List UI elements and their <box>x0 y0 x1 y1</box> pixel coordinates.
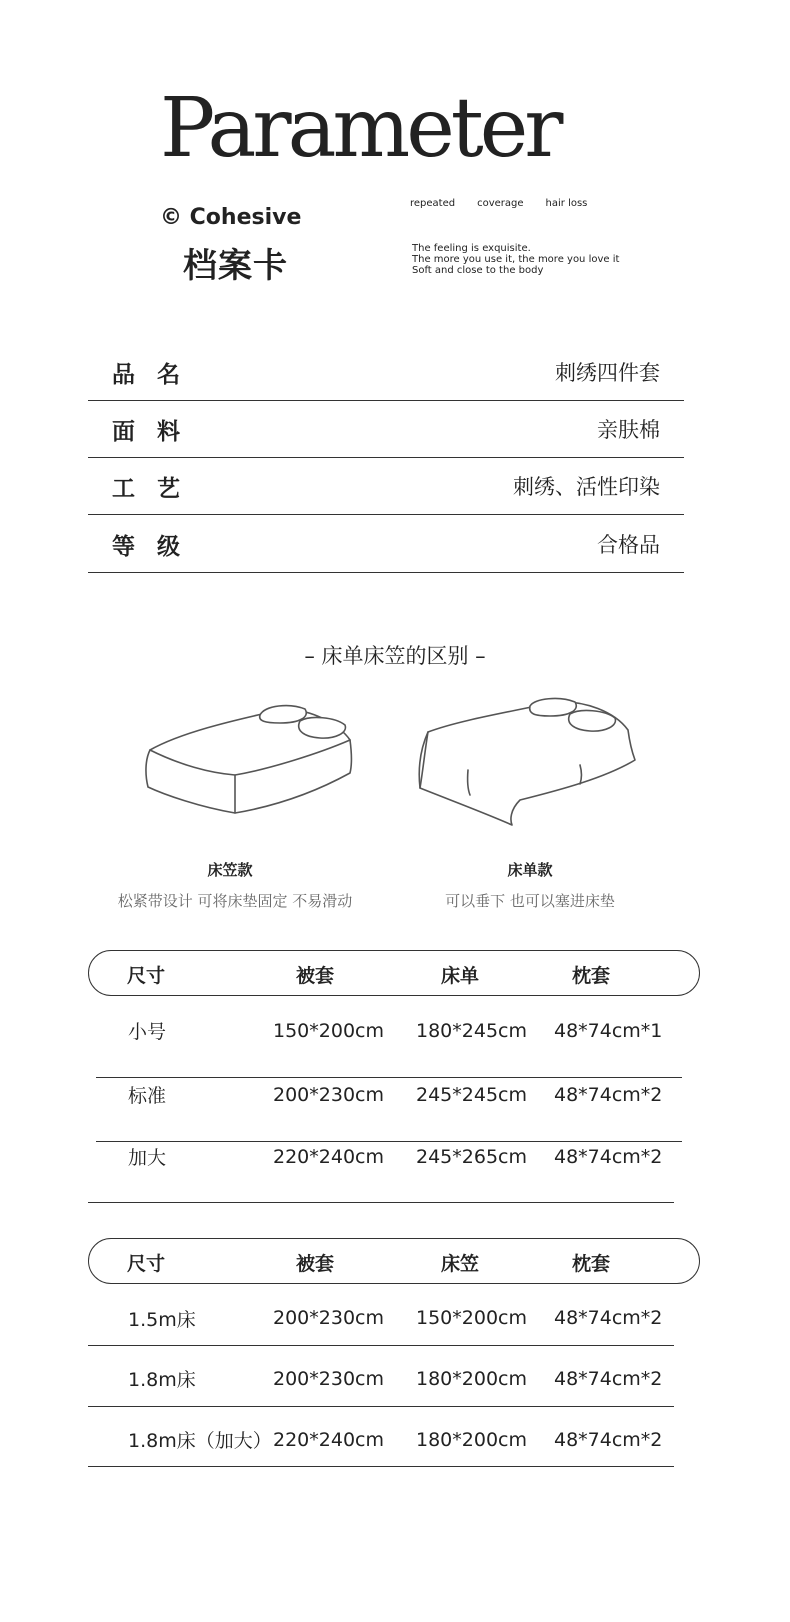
spec-row-craft <box>88 458 684 515</box>
table-cell: 180*245cm <box>416 1020 527 1042</box>
tag-list <box>410 198 587 209</box>
flat-sheet-description: 可以垂下 也可以塞进床垫 <box>445 892 615 910</box>
spec-row-fabric <box>88 401 684 458</box>
column-header: 尺寸 <box>127 965 166 987</box>
column-header: 被套 <box>296 1253 335 1275</box>
section-heading: – 床单床笠的区别 – <box>304 644 486 668</box>
table-cell: 1.5m床 <box>128 1309 196 1331</box>
brand-subtitle: 档案卡 <box>183 246 288 286</box>
table-cell: 48*74cm*2 <box>554 1307 663 1329</box>
row-divider <box>96 1141 682 1142</box>
spec-label: 品名 <box>112 361 202 388</box>
row-divider <box>88 1466 674 1467</box>
description-line: The more you use it, the more you love it <box>412 254 620 265</box>
table-cell: 48*74cm*1 <box>554 1020 663 1042</box>
page-title: Parameter <box>160 81 560 176</box>
flat-sheet-label: 床单款 <box>507 861 553 879</box>
table-cell: 180*200cm <box>416 1429 527 1451</box>
spec-value: 合格品 <box>597 533 660 557</box>
row-divider <box>88 1406 674 1407</box>
table-cell: 48*74cm*2 <box>554 1084 663 1106</box>
table-cell: 200*230cm <box>273 1307 384 1329</box>
column-header: 床单 <box>441 965 480 987</box>
column-header: 枕套 <box>572 965 611 987</box>
fitted-sheet-illustration <box>140 695 370 835</box>
row-divider <box>96 1077 682 1078</box>
tag: repeated <box>410 198 456 209</box>
table-cell: 48*74cm*2 <box>554 1368 663 1390</box>
table-cell: 48*74cm*2 <box>554 1146 663 1168</box>
table-cell: 48*74cm*2 <box>554 1429 663 1451</box>
size-table-1-header <box>88 950 700 996</box>
table-cell: 220*240cm <box>273 1429 384 1451</box>
table-cell: 150*200cm <box>273 1020 384 1042</box>
table-cell: 220*240cm <box>273 1146 384 1168</box>
spec-value: 刺绣四件套 <box>555 361 660 385</box>
spec-label: 面料 <box>112 418 202 445</box>
spec-label: 工艺 <box>112 475 202 502</box>
fitted-sheet-label: 床笠款 <box>207 861 253 879</box>
table-cell: 200*230cm <box>273 1368 384 1390</box>
spec-row-name <box>88 344 684 401</box>
spec-label: 等级 <box>112 533 202 560</box>
description <box>412 243 619 276</box>
flat-sheet-illustration <box>410 690 640 835</box>
table-cell: 1.8m床 <box>128 1369 196 1391</box>
table-cell: 标准 <box>128 1085 167 1107</box>
spec-value: 刺绣、活性印染 <box>513 475 660 499</box>
table-cell: 150*200cm <box>416 1307 527 1329</box>
table-cell: 1.8m床（加大） <box>128 1430 272 1452</box>
description-line: The feeling is exquisite. <box>412 243 531 254</box>
tag: hair loss <box>545 198 588 209</box>
spec-row-grade <box>88 516 684 573</box>
description-line: Soft and close to the body <box>412 265 544 276</box>
spec-value: 亲肤棉 <box>597 418 660 442</box>
column-header: 尺寸 <box>127 1253 166 1275</box>
brand-name: © Cohesive <box>160 205 302 230</box>
size-table-2-header <box>88 1238 700 1284</box>
table-cell: 180*200cm <box>416 1368 527 1390</box>
column-header: 床笠 <box>441 1253 480 1275</box>
column-header: 枕套 <box>572 1253 611 1275</box>
table-cell: 小号 <box>128 1021 167 1043</box>
column-header: 被套 <box>296 965 335 987</box>
table-cell: 245*245cm <box>416 1084 527 1106</box>
table-cell: 200*230cm <box>273 1084 384 1106</box>
fitted-sheet-description: 松紧带设计 可将床垫固定 不易滑动 <box>117 892 353 910</box>
tag: coverage <box>477 198 524 209</box>
row-divider <box>88 1202 674 1203</box>
table-cell: 加大 <box>128 1147 167 1169</box>
row-divider <box>88 1345 674 1346</box>
table-cell: 245*265cm <box>416 1146 527 1168</box>
